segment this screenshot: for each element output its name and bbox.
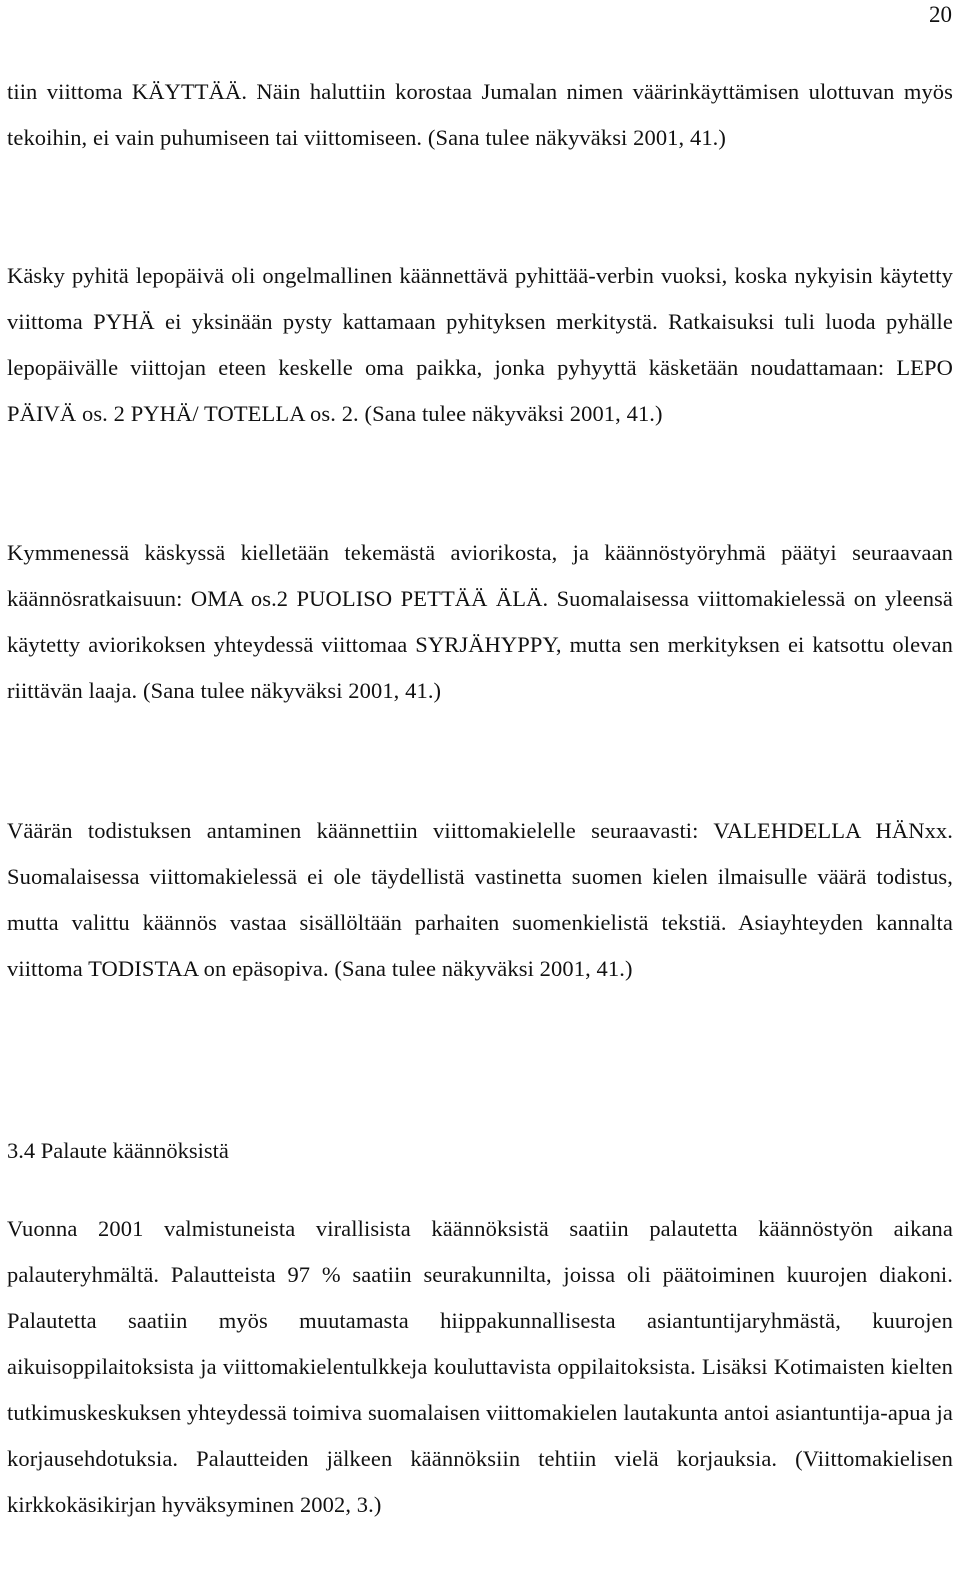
page-number: 20 [929, 2, 952, 27]
paragraph-commandment-name: tiin viittoma KÄYTTÄÄ. Näin haluttiin korostaa Jumalan nimen väärinkäyttämisen ulottuvan myös tekoihin, ei vain puhumiseen tai viittomiseen. (Sana tulee näkyväksi 2001, 41.) [7, 79, 953, 150]
section-paragraph: Vuonna 2001 valmistuneista virallisista käännöksistä saatiin palautetta käännöstyön aikana palauteryhmältä. Palautteista 97 % saatiin seurakunnilta, joissa oli päätoiminen kuurojen diakoni. Palautetta saatiin myös muutamasta hiippakunnallisesta asiantuntijaryhmästä, kuurojen aikuisoppilaitoksista ja viittomakielentulkkeja kouluttavista oppilaitoksista. Lisäksi Kotimaisten kielten tutkimuskeskuksen yhteydessä toimiva suomalaisen viittomakielen lautakunta antoi asiantuntija-apua ja korjausehdotuksia. Palautteiden jälkeen käännöksiin tehtiin vielä korjauksia. (Viittomakielisen kirkkokäsikirjan hyväksyminen 2002, 3.) [7, 1216, 953, 1517]
paragraph-adultery: Kymmenessä käskyssä kielletään tekemästä aviorikosta, ja käännöstyöryhmä päätyi seuraavaan käännösratkaisuun: OMA os.2 PUOLISO PETTÄÄ ÄLÄ. Suomalaisessa viittomakielessä on yleensä käytetty aviorikoksen yhteydessä viittomaa SYRJÄHYPPY, mutta sen merkityksen ei katsottu olevan riittävän laaja. (Sana tulee näkyväksi 2001, 41.) [7, 540, 953, 703]
paragraph-false-witness: Väärän todistuksen antaminen käännettiin viittomakielelle seuraavasti: VALEHDELLA HÄNxx. Suomalaisessa viittomakielessä ei ole täydellistä vastinetta suomen kielen ilmaisulle väärä todistus, mutta valittu käännös vastaa sisällöltään parhaiten suomenkielistä tekstiä. Asiayhteyden kannalta viittoma TODISTAA on epäsopiva. (Sana tulee näkyväksi 2001, 41.) [7, 818, 953, 981]
paragraph-sabbath: Käsky pyhitä lepopäivä oli ongelmallinen käännettävä pyhittää-verbin vuoksi, koska nykyisin käytetty viittoma PYHÄ ei yksinään pysty kattamaan pyhityksen merkitystä. Ratkaisuksi tuli luoda pyhälle lepopäivälle viittojan eteen keskelle oma paikka, jonka pyhyyttä käsketään noudattamaan: LEPO PÄIVÄ os. 2 PYHÄ/ TOTELLA os. 2. (Sana tulee näkyväksi 2001, 41.) [7, 263, 953, 426]
section-heading: 3.4 Palaute käännöksistä [7, 1138, 229, 1163]
